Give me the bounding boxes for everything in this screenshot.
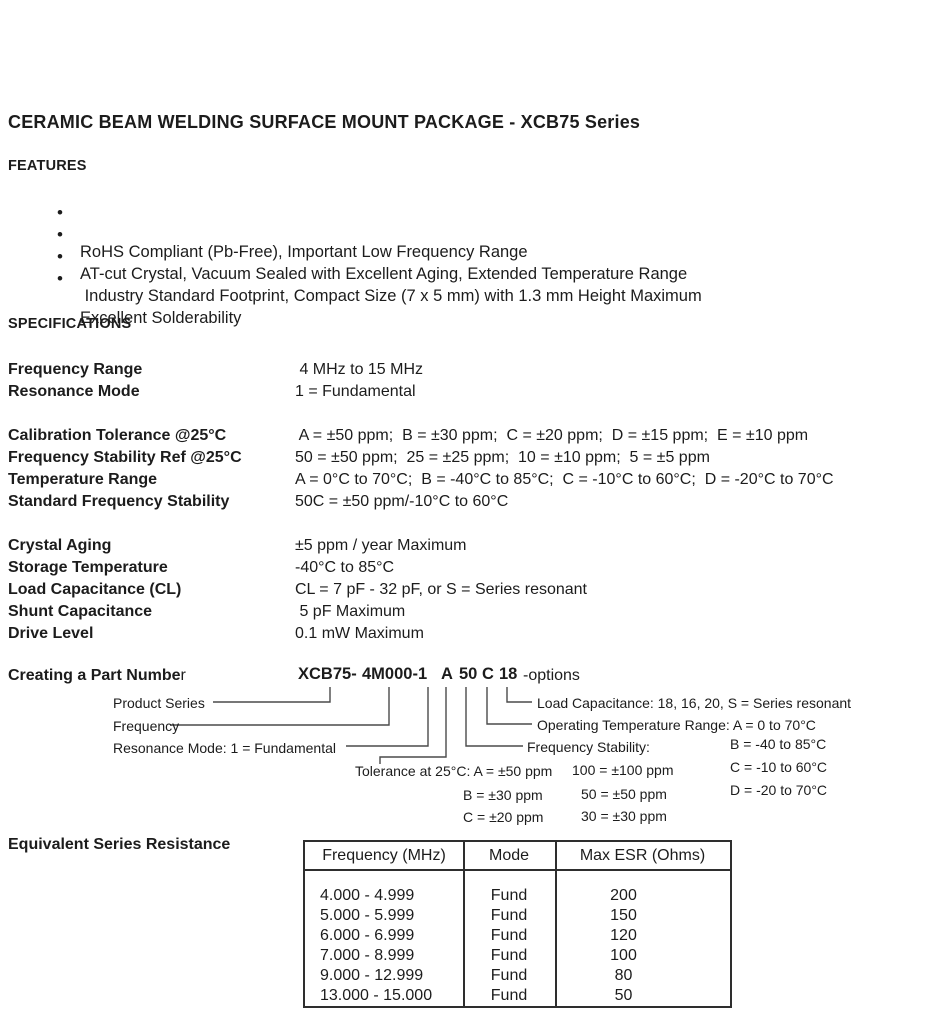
part-number-temp-code: C <box>482 665 494 683</box>
esr-cell-frequency: 4.000 - 4.999 <box>320 887 415 904</box>
spec-row <box>0 493 948 515</box>
spec-label: Calibration Tolerance @25°C <box>8 427 227 444</box>
bullet-icon: • <box>57 203 63 222</box>
label-tolerance-b: B = ±30 ppm <box>463 787 543 803</box>
spec-row <box>0 449 948 471</box>
part-number-heading-tail: r <box>180 667 186 684</box>
spec-row <box>0 427 948 449</box>
spec-value: CL = 7 pF - 32 pF, or S = Series resonant <box>295 581 587 598</box>
esr-cell-maxesr: 50 <box>614 987 633 1004</box>
esr-cell-frequency: 5.000 - 5.999 <box>320 907 415 924</box>
label-resonance-mode: Resonance Mode: 1 = Fundamental <box>113 740 336 756</box>
esr-cell-frequency: 9.000 - 12.999 <box>320 967 424 984</box>
spec-row <box>0 603 948 625</box>
esr-heading: Equivalent Series Resistance <box>8 836 231 853</box>
spec-value: A = ±50 ppm; B = ±30 ppm; C = ±20 ppm; D = ±15 ppm; E = ±10 ppm <box>295 427 809 444</box>
esr-col-header-mode: Mode <box>488 846 530 864</box>
esr-cell-frequency: 6.000 - 6.999 <box>320 927 415 944</box>
label-temp-d: D = -20 to 70°C <box>730 782 828 798</box>
features-heading: FEATURES <box>8 158 87 174</box>
bullet-icon: • <box>57 247 63 266</box>
table-row <box>305 926 730 946</box>
esr-col-header-maxesr: Max ESR (Ohms) <box>579 846 706 864</box>
esr-cell-mode: Fund <box>490 927 528 944</box>
esr-cell-mode: Fund <box>490 967 528 984</box>
part-number-heading <box>8 667 186 685</box>
spec-label: Load Capacitance (CL) <box>8 581 182 598</box>
esr-cell-maxesr: 120 <box>610 927 637 944</box>
spec-row <box>0 625 948 647</box>
spec-value: -40°C to 85°C <box>295 559 395 576</box>
part-number-options-suffix: -options <box>523 667 580 684</box>
label-tolerance-c: C = ±20 ppm <box>463 809 544 825</box>
spec-label: Drive Level <box>8 625 94 642</box>
label-stability-50: 50 = ±50 ppm <box>581 786 667 802</box>
esr-cell-frequency: 13.000 - 15.000 <box>320 987 433 1004</box>
part-number-load-code: 18 <box>499 665 518 683</box>
part-number-frequency: 4M000-1 <box>362 665 428 683</box>
bullet-icon: • <box>57 225 63 244</box>
esr-cell-frequency: 7.000 - 8.999 <box>320 947 415 964</box>
label-product-series: Product Series <box>113 695 205 711</box>
spec-label: Frequency Range <box>8 361 143 378</box>
spec-label: Standard Frequency Stability <box>8 493 230 510</box>
table-row <box>305 966 730 986</box>
esr-cell-mode: Fund <box>490 907 528 924</box>
part-number-heading-bold: Creating a Part Numbe <box>8 667 181 684</box>
spec-value: ±5 ppm / year Maximum <box>295 537 467 554</box>
spec-value: 50 = ±50 ppm; 25 = ±25 ppm; 10 = ±10 ppm; 5 = ±5 ppm <box>295 449 710 466</box>
spec-value: 1 = Fundamental <box>295 383 416 400</box>
spec-label: Crystal Aging <box>8 537 112 554</box>
esr-table <box>303 840 732 1008</box>
part-number-stability-code: 50 <box>459 665 478 683</box>
label-tolerance: Tolerance at 25°C: A = ±50 ppm <box>355 763 553 779</box>
spec-row <box>0 537 948 559</box>
label-stability-100: 100 = ±100 ppm <box>572 762 674 778</box>
table-row <box>305 886 730 906</box>
part-number-tolerance-code: A <box>441 665 453 683</box>
spec-row <box>0 361 948 383</box>
spec-value: A = 0°C to 70°C; B = -40°C to 85°C; C = -10°C to 60°C; D = -20°C to 70°C <box>295 471 834 488</box>
bullet-icon: • <box>57 269 63 288</box>
label-temp-b: B = -40 to 85°C <box>730 736 827 752</box>
spec-value: 50C = ±50 ppm/-10°C to 60°C <box>295 493 509 510</box>
list-item <box>0 203 948 261</box>
esr-col-header-frequency: Frequency (MHz) <box>322 846 446 864</box>
spec-label: Storage Temperature <box>8 559 168 576</box>
esr-cell-maxesr: 100 <box>610 947 637 964</box>
spec-value: 4 MHz to 15 MHz <box>295 361 424 378</box>
feature-text: RoHS Compliant (Pb-Free), Important Low Frequency Range <box>80 243 528 261</box>
spec-value: 5 pF Maximum <box>295 603 406 620</box>
esr-cell-mode: Fund <box>490 987 528 1004</box>
label-temp-c: C = -10 to 60°C <box>730 759 828 775</box>
package-photo <box>770 0 948 110</box>
esr-cell-maxesr: 150 <box>610 907 637 924</box>
spec-label: Resonance Mode <box>8 383 140 400</box>
spec-label: Temperature Range <box>8 471 158 488</box>
feature-text: AT-cut Crystal, Vacuum Sealed with Excellent Aging, Extended Temperature Range <box>80 265 688 283</box>
spec-row <box>0 581 948 603</box>
page-title: CERAMIC BEAM WELDING SURFACE MOUNT PACKAGE - XCB75 Series <box>8 112 641 132</box>
esr-cell-mode: Fund <box>490 947 528 964</box>
spec-label: Shunt Capacitance <box>8 603 153 620</box>
feature-text: Industry Standard Footprint, Compact Size (7 x 5 mm) with 1.3 mm Height Maximum <box>80 287 702 305</box>
feature-text: Excellent Solderability <box>80 309 242 327</box>
specifications-heading: SPECIFICATIONS <box>8 316 132 332</box>
label-load-capacitance: Load Capacitance: 18, 16, 20, S = Series resonant <box>537 695 852 711</box>
spec-row <box>0 471 948 493</box>
spec-row <box>0 383 948 405</box>
esr-cell-maxesr: 80 <box>614 967 633 984</box>
label-frequency: Frequency <box>113 718 180 734</box>
spec-row <box>0 559 948 581</box>
table-row <box>305 986 730 1006</box>
label-operating-temp: Operating Temperature Range: A = 0 to 70°C <box>537 717 816 733</box>
part-number-series: XCB75- <box>298 665 357 683</box>
esr-table-header <box>305 842 730 871</box>
table-row <box>305 906 730 926</box>
esr-cell-maxesr: 200 <box>610 887 637 904</box>
spec-value: 0.1 mW Maximum <box>295 625 424 642</box>
label-stability-30: 30 = ±30 ppm <box>581 808 667 824</box>
esr-cell-mode: Fund <box>490 887 528 904</box>
table-row <box>305 946 730 966</box>
spec-label: Frequency Stability Ref @25°C <box>8 449 242 466</box>
label-frequency-stability: Frequency Stability: <box>527 739 650 755</box>
